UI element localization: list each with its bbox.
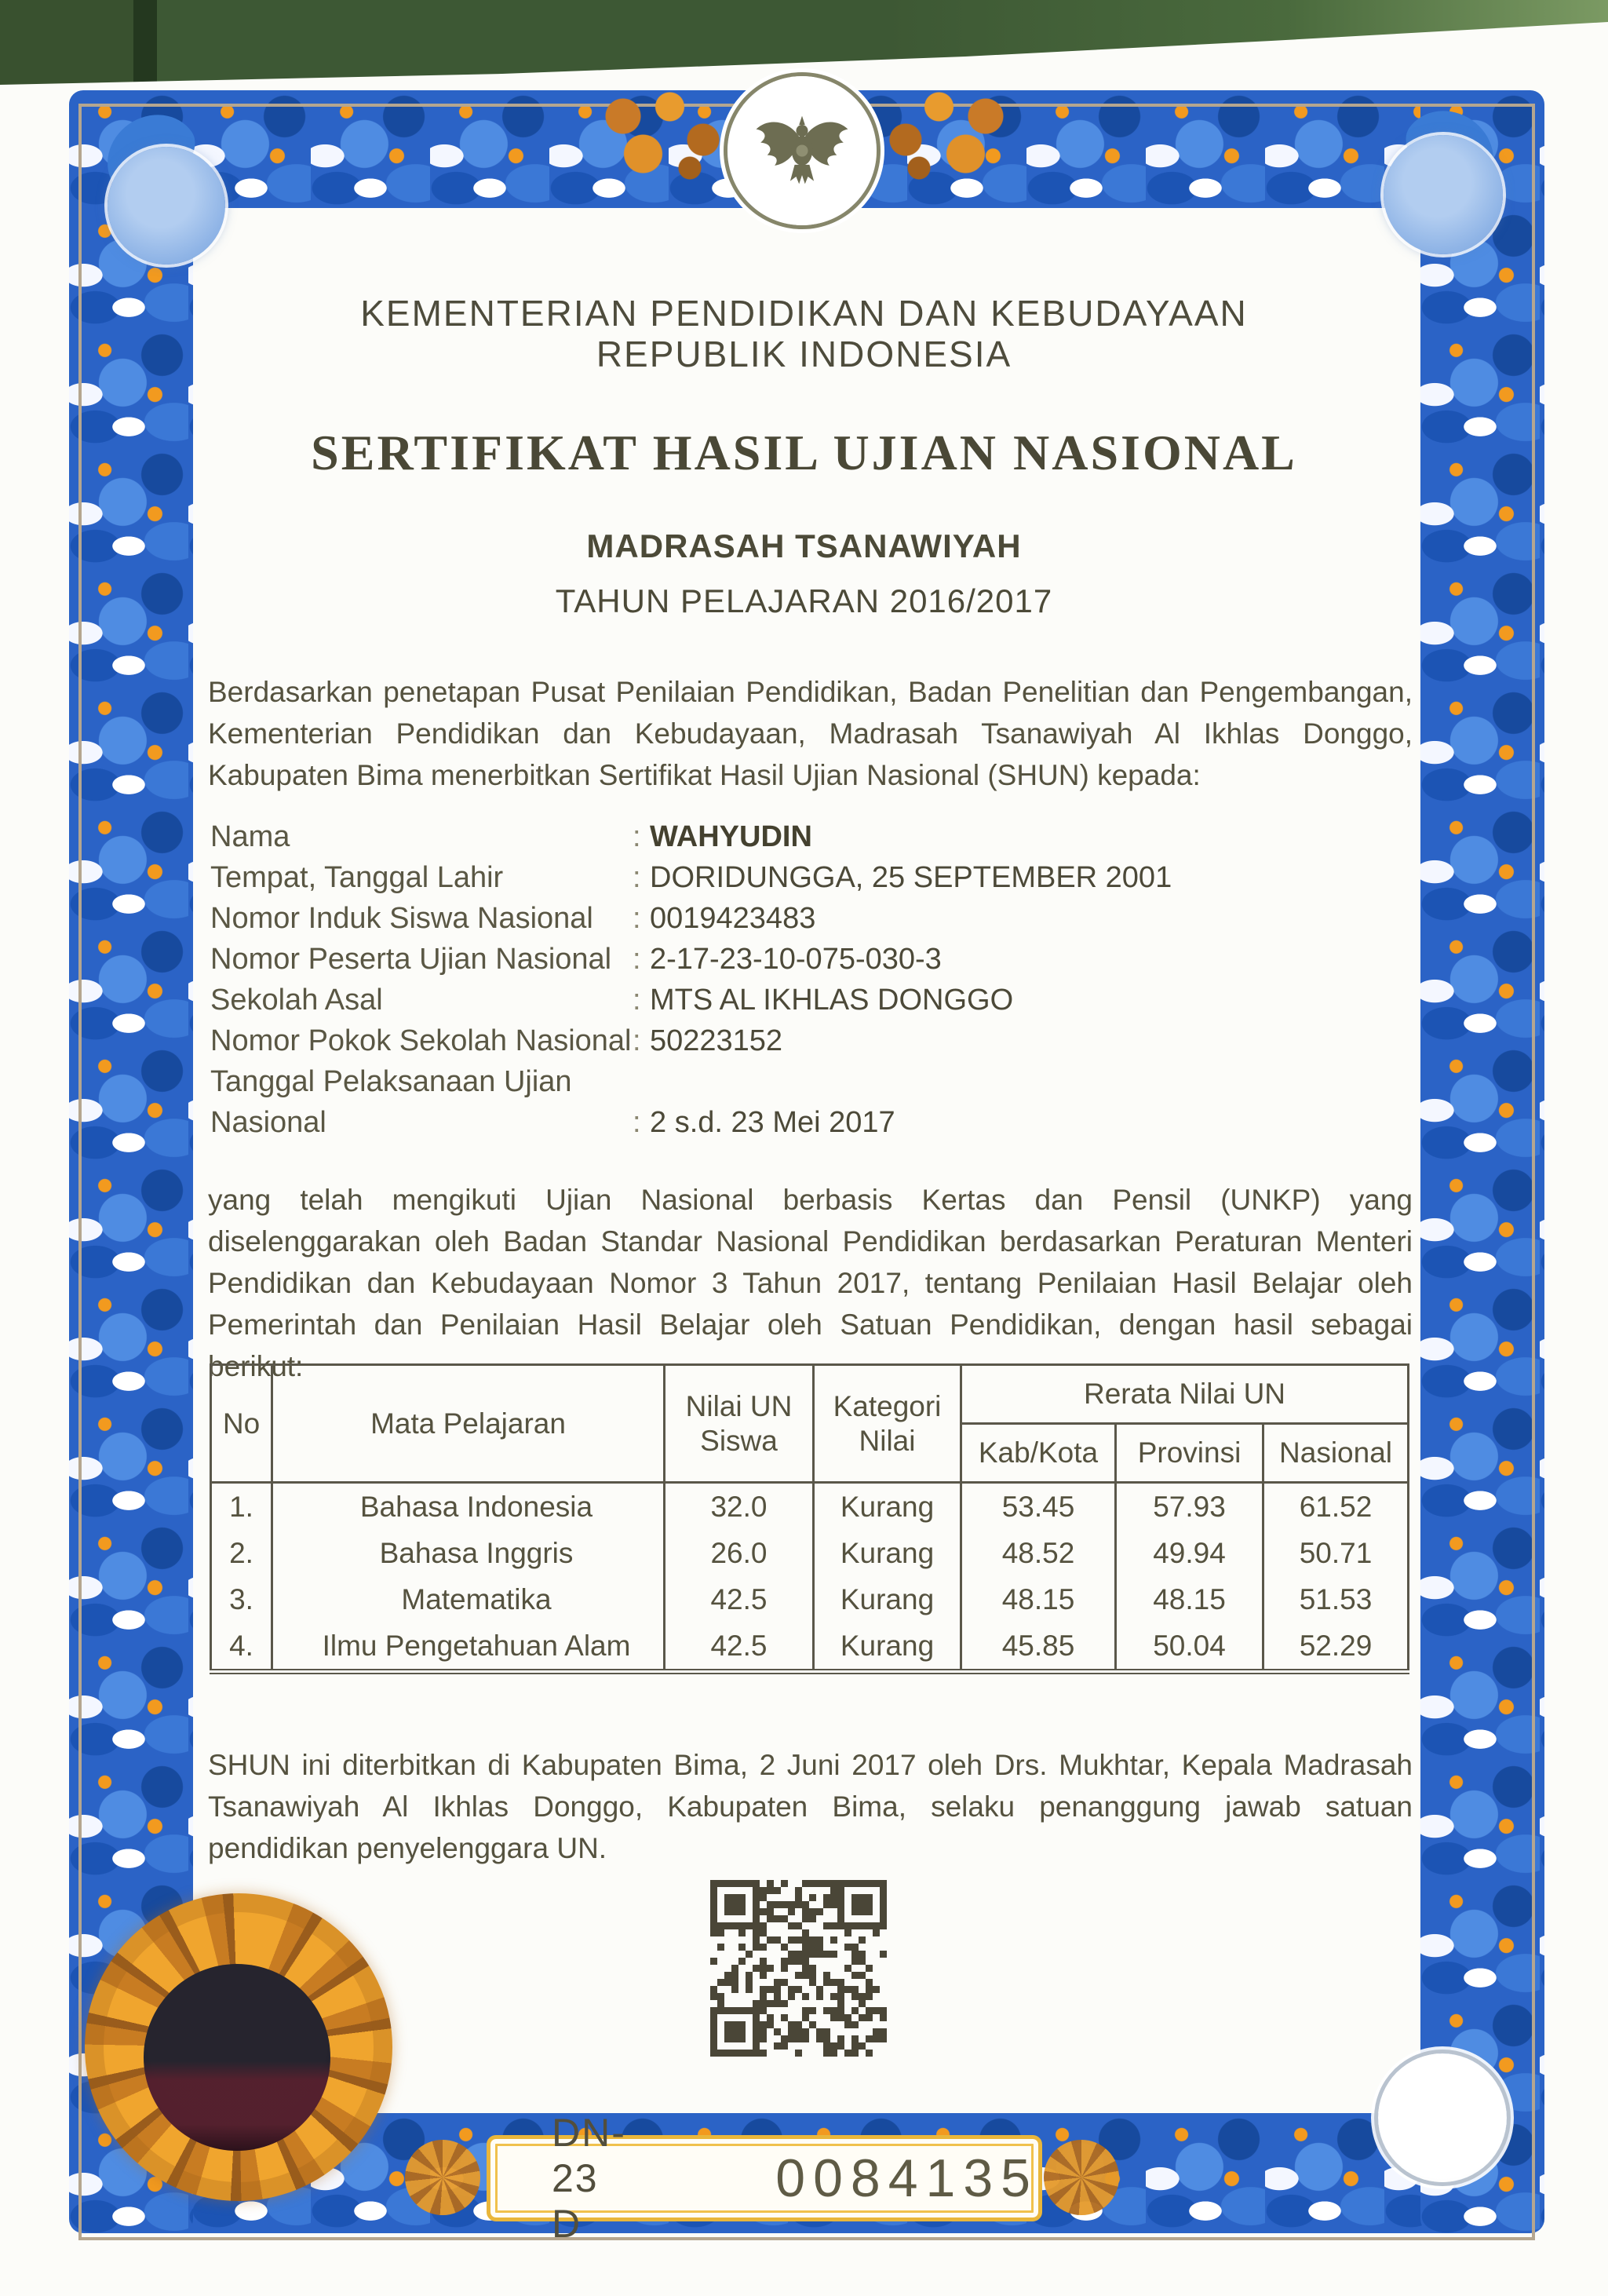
table-row [211, 1530, 1409, 1576]
cell-kab: 48.52 [961, 1530, 1116, 1576]
field-row [210, 1102, 1419, 1143]
field-row [210, 1020, 1419, 1061]
field-label: Sekolah Asal [210, 983, 383, 1017]
corner-medallion-bottom-right [1378, 2053, 1507, 2182]
col-header-score: Nilai UN Siswa [665, 1365, 814, 1483]
field-value: DORIDUNGGA, 25 SEPTEMBER 2001 [650, 860, 1172, 894]
cell-prov: 57.93 [1116, 1483, 1263, 1531]
cell-category: Kurang [814, 1483, 961, 1531]
serial-code: DN-23 D [552, 2111, 626, 2246]
cell-subject: Ilmu Pengetahuan Alam [272, 1623, 665, 1672]
cell-subject: Bahasa Indonesia [272, 1483, 665, 1531]
field-label: Tanggal Pelaksanaan Ujian [210, 1064, 572, 1098]
field-row [210, 898, 1419, 939]
cell-no: 1. [211, 1483, 272, 1531]
serial-ornament-right [1044, 2140, 1119, 2215]
field-row [210, 980, 1419, 1020]
emblem-flourish-left [596, 88, 730, 182]
field-colon: : [633, 1105, 641, 1139]
field-value: WAHYUDIN [650, 819, 812, 853]
field-label: Nomor Pokok Sekolah Nasional [210, 1024, 632, 1057]
cell-kab: 53.45 [961, 1483, 1116, 1531]
cell-no: 3. [211, 1576, 272, 1623]
field-colon: : [633, 942, 641, 976]
field-colon: : [633, 901, 641, 935]
ministry-line1: KEMENTERIAN PENDIDIKAN DAN KEBUDAYAAN [360, 293, 1248, 334]
col-header-prov: Provinsi [1116, 1424, 1263, 1483]
field-colon: : [633, 983, 641, 1017]
garuda-icon [750, 108, 854, 193]
col-header-no: No [211, 1365, 272, 1483]
student-fields [210, 816, 1419, 1143]
field-colon: : [633, 819, 641, 853]
table-row [211, 1623, 1409, 1672]
closing-paragraph: SHUN ini diterbitkan di Kabupaten Bima, 2 Juni 2017 oleh Drs. Mukhtar, Kepala Madrasah Tsanawiyah Al Ikhlas Donggo, Kabupaten Bima, selaku penanggung jawab satuan pendidikan penyelenggara UN. [208, 1749, 1413, 1864]
cell-nas: 51.53 [1263, 1576, 1409, 1623]
certificate-title: SERTIFIKAT HASIL UJIAN NASIONAL [311, 425, 1297, 480]
serial-number: 0084135 [775, 2148, 1038, 2208]
field-colon: : [633, 860, 641, 894]
cell-prov: 50.04 [1116, 1623, 1263, 1672]
border-right [1420, 90, 1544, 2233]
cell-nas: 52.29 [1263, 1623, 1409, 1672]
corner-medallion-top-right [1384, 135, 1503, 254]
cell-score: 32.0 [665, 1483, 814, 1531]
cell-category: Kurang [814, 1530, 961, 1576]
corner-medallion-top-left [108, 147, 225, 265]
field-value: 2 s.d. 23 Mei 2017 [650, 1105, 895, 1139]
field-label: Nomor Peserta Ujian Nasional [210, 942, 612, 976]
cell-category: Kurang [814, 1576, 961, 1623]
emblem-flourish-right [879, 88, 1012, 182]
field-row [210, 1061, 1419, 1102]
ministry-line2: REPUBLIK INDONESIA [596, 334, 1012, 374]
cell-prov: 49.94 [1116, 1530, 1263, 1576]
field-label: Nama [210, 819, 290, 853]
col-header-nas: Nasional [1263, 1424, 1409, 1483]
serial-ornament-left [405, 2140, 480, 2215]
cell-no: 4. [211, 1623, 272, 1672]
field-colon: : [633, 1024, 641, 1057]
cell-no: 2. [211, 1530, 272, 1576]
cell-kab: 48.15 [961, 1576, 1116, 1623]
qr-code [710, 1880, 887, 2057]
field-row [210, 857, 1419, 898]
field-value: 0019423483 [650, 901, 816, 935]
serial-plate [487, 2111, 1042, 2246]
garuda-emblem [727, 76, 877, 225]
table-row [211, 1576, 1409, 1623]
field-row [210, 939, 1419, 980]
intro-paragraph: Berdasarkan penetapan Pusat Penilaian Pendidikan, Badan Penelitian dan Pengembangan, Kementerian Pendidikan dan Kebudayaan, Madrasah Tsanawiyah Al Ikhlas Donggo, Kabupaten Bima menerbitkan Sertifikat Hasil Ujian Nasional (SHUN) kepada: [208, 676, 1413, 791]
school-type: MADRASAH TSANAWIYAH [586, 527, 1022, 564]
cell-prov: 48.15 [1116, 1576, 1263, 1623]
cell-subject: Bahasa Inggris [272, 1530, 665, 1576]
body-paragraph: yang telah mengikuti Ujian Nasional berbasis Kertas dan Pensil (UNKP) yang diselenggarakan oleh Badan Standar Nasional Pendidikan berdasarkan Peraturan Menteri Pendidikan dan Kebudayaan Nomor 3 Tahun 2017, tentang Penilaian Hasil Belajar oleh Pemerintah dan Penilaian Hasil Belajar oleh Satuan Pendidikan, dengan hasil sebagai berikut: [208, 1184, 1413, 1382]
cell-score: 42.5 [665, 1576, 814, 1623]
field-value: 2-17-23-10-075-030-3 [650, 942, 942, 976]
cell-kab: 45.85 [961, 1623, 1116, 1672]
scores-table [210, 1363, 1409, 1674]
field-label: Nomor Induk Siswa Nasional [210, 901, 593, 935]
field-value: 50223152 [650, 1024, 783, 1057]
field-label: Tempat, Tanggal Lahir [210, 860, 504, 894]
cell-category: Kurang [814, 1623, 961, 1672]
col-header-kab: Kab/Kota [961, 1424, 1116, 1483]
col-header-subject: Mata Pelajaran [272, 1365, 665, 1483]
col-header-category: Kategori Nilai [814, 1365, 961, 1483]
cell-score: 26.0 [665, 1530, 814, 1576]
cell-nas: 61.52 [1263, 1483, 1409, 1531]
cell-nas: 50.71 [1263, 1530, 1409, 1576]
academic-year: TAHUN PELAJARAN 2016/2017 [555, 582, 1053, 619]
field-value: MTS AL IKHLAS DONGGO [650, 983, 1014, 1017]
cell-subject: Matematika [272, 1576, 665, 1623]
table-row [211, 1483, 1409, 1531]
cell-score: 42.5 [665, 1623, 814, 1672]
school-stamp [144, 1964, 330, 2151]
field-row [210, 816, 1419, 857]
col-header-group: Rerata Nilai UN [961, 1365, 1409, 1424]
field-label: Nasional [210, 1105, 326, 1139]
